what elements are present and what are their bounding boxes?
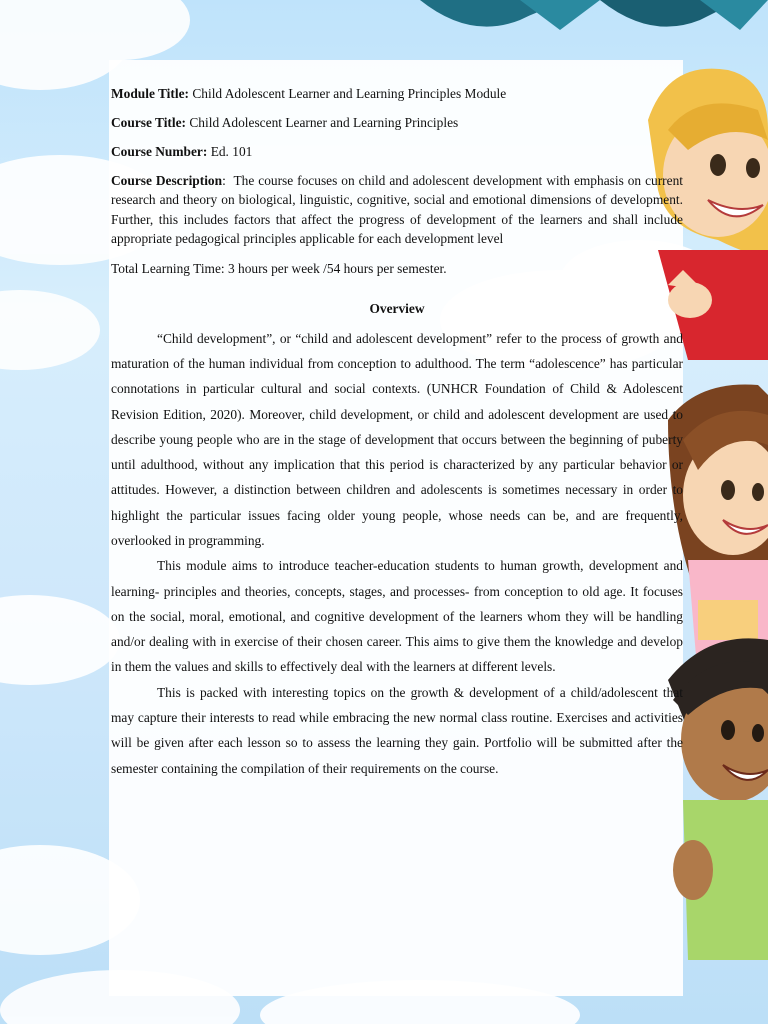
course-title-value: Child Adolescent Learner and Learning Principles — [189, 115, 459, 130]
brunette-girl-graphic — [668, 384, 768, 680]
course-description-colon: : — [222, 173, 226, 188]
course-description — [111, 171, 683, 249]
boy-graphic — [668, 638, 768, 960]
overview-paragraph-1: “Child development”, or “child and adolescent development” refer to the process of growth and maturation of the human individual from conception to adulthood. The term “adolescence” has particular connotations in particular cultural and social contexts. (UNHCR Foundation of Child & Adolescent Revision Edition, 2020). Moreover, child development, or child and adolescent development are used to describe young people who are in the stage of development that occurs between the beginning of puberty until adulthood, without any implication that this period is characterized by any particular behavior or attitudes. However, a distinction between children and adolescents is sometimes necessary in order to highlight the particular issues facing older young people, whose needs can be, and are frequently, overlooked in programming. — [111, 330, 683, 548]
course-title-line — [111, 113, 683, 132]
document-content — [111, 84, 683, 781]
overview-heading: Overview — [369, 300, 425, 316]
course-description-label: Course Description — [111, 173, 223, 188]
course-number-value: Ed. 101 — [210, 144, 253, 159]
overview-paragraph-2: This module aims to introduce teacher-education students to human growth, development and learning- principles and theories, concepts, stages, and processes- from conception to old age. It focuses on the social, moral, emotional, and cognitive development of the learners whom they will be handling and/or dealing with in exercise of their chosen career. This aims to give them the knowledge and develop in them the values and skills to effectively deal with the learners at different levels. — [111, 558, 683, 675]
course-number-label: Course Number: — [111, 144, 208, 159]
module-title-label: Module Title: — [111, 86, 189, 101]
module-title-line — [111, 84, 683, 103]
course-number-line — [111, 142, 683, 161]
course-title-label: Course Title: — [111, 115, 187, 130]
total-learning-time: Total Learning Time: 3 hours per week /54 hours per semester. — [111, 260, 447, 276]
module-title-value: Child Adolescent Learner and Learning Principles Module — [192, 86, 507, 101]
course-description-text: The course focuses on child and adolescent development with emphasis on current research and theory on biological, linguistic, cognitive, social and emotional dimensions of development. Further, this includes factors that affect the progress of development of the learners and shall include appropriate pedagogical principles applicable for each development level — [111, 173, 683, 247]
overview-paragraph-3: This is packed with interesting topics on the growth & development of a child/adolescent that may capture their interests to read while embracing the new normal class routine. Exercises and activities will be given after each lesson so to assess the learning they gain. Portfolio will be submitted after the semester containing the compilation of their requirements on the course. — [111, 684, 683, 776]
